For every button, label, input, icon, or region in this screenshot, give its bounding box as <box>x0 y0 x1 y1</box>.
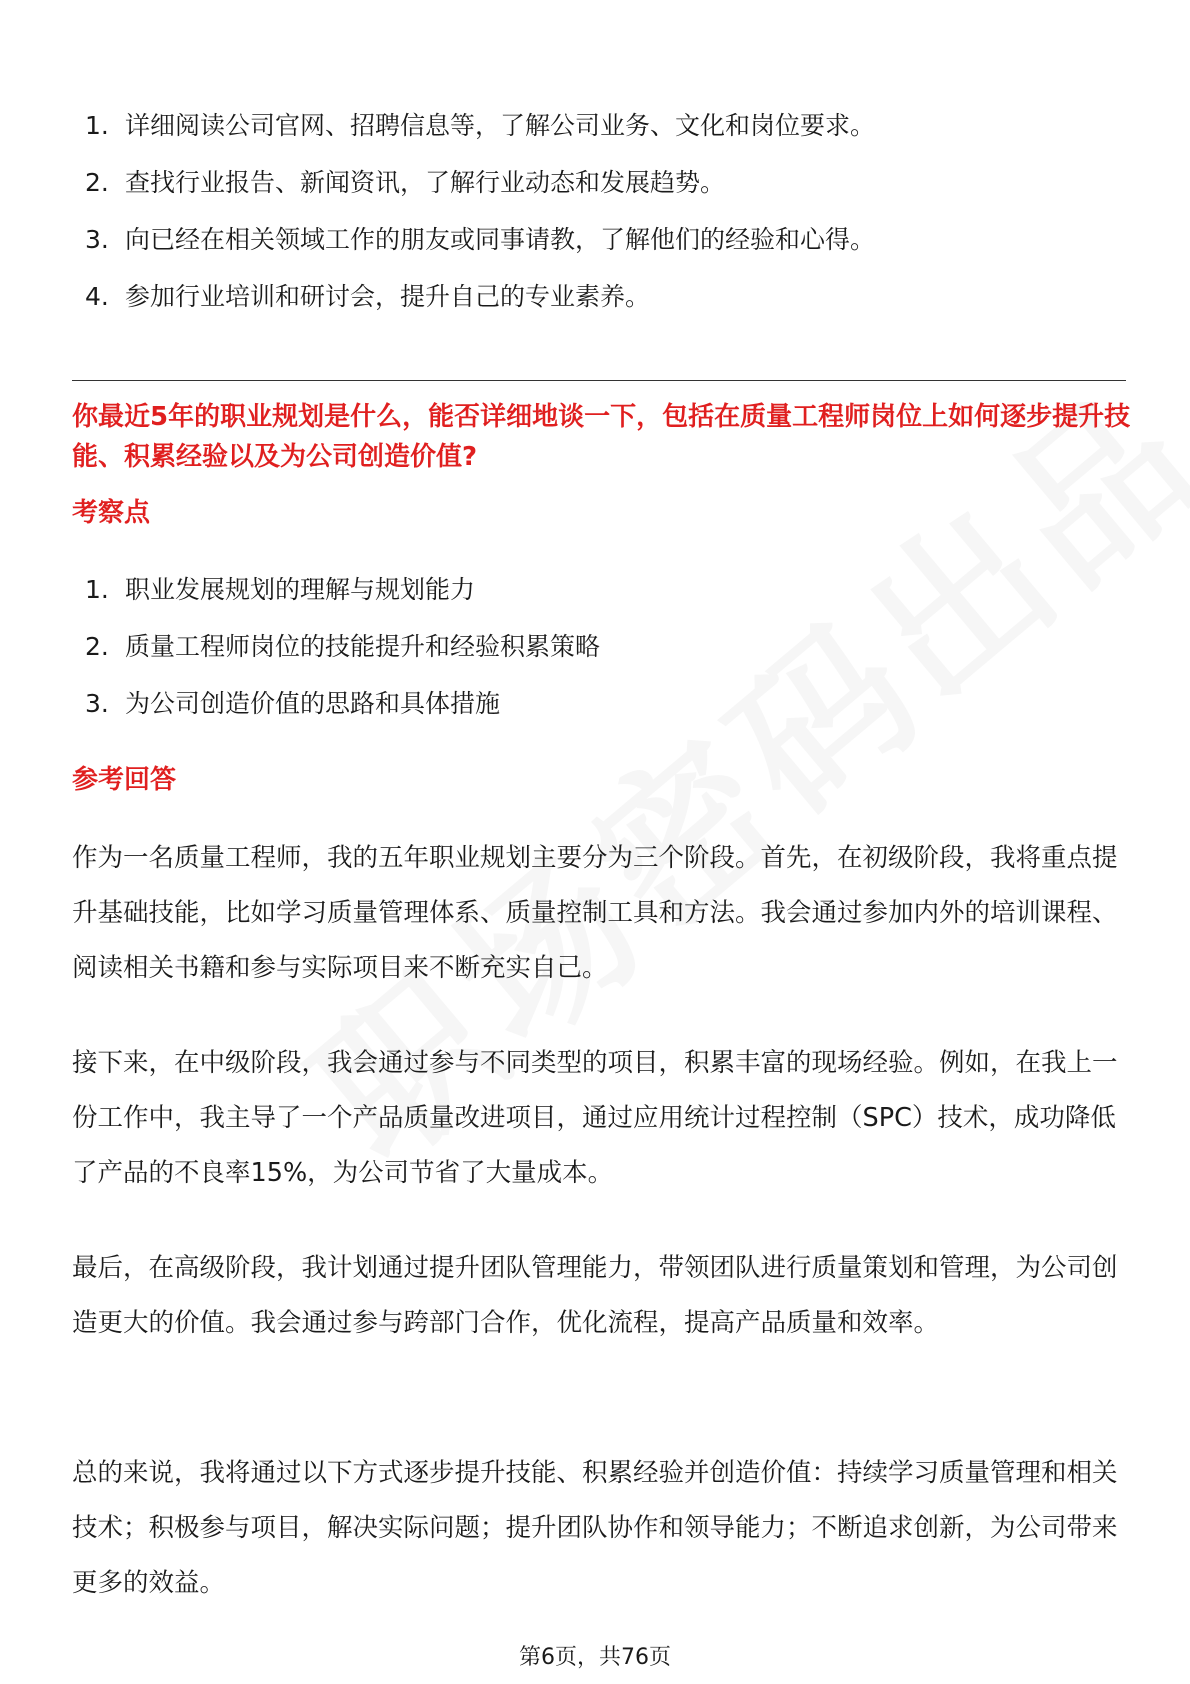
answer-paragraph: 最后，在高级阶段，我计划通过提升团队管理能力，带领团队进行质量策划和管理，为公司创造更大的价值。我会通过参与跨部门合作，优化流程，提高产品质量和效率。 <box>72 1253 1118 1338</box>
answer-paragraph: 总的来说，我将通过以下方式逐步提升技能、积累经验并创造价值：持续学习质量管理和相关技术；积极参与项目，解决实际问题；提升团队协作和领导能力；不断追求创新，为公司带来更多的效益。 <box>72 1458 1118 1598</box>
list-item: 4. 参加行业培训和研讨会，提升自己的专业素养。 <box>85 282 651 311</box>
list-item: 3. 为公司创造价值的思路和具体措施 <box>85 689 501 718</box>
list-item: 1. 职业发展规划的理解与规划能力 <box>85 575 476 604</box>
list-item: 1. 详细阅读公司官网、招聘信息等，了解公司业务、文化和岗位要求。 <box>85 111 876 140</box>
list-item: 2. 质量工程师岗位的技能提升和经验积累策略 <box>85 632 601 661</box>
section-divider <box>72 380 1126 381</box>
prep-list <box>85 97 1105 325</box>
answer-paragraph: 作为一名质量工程师，我的五年职业规划主要分为三个阶段。首先，在初级阶段，我将重点提升基础技能，比如学习质量管理体系、质量控制工具和方法。我会通过参加内外的培训课程、阅读相关书籍和参与实际项目来不断充实自己。 <box>72 843 1118 983</box>
list-item: 3. 向已经在相关领域工作的朋友或同事请教，了解他们的经验和心得。 <box>85 225 876 254</box>
answer-paragraph: 接下来，在中级阶段，我会通过参与不同类型的项目，积累丰富的现场经验。例如，在我上一份工作中，我主导了一个产品质量改进项目，通过应用统计过程控制（SPC）技术，成功降低了产品的不良率15%，为公司节省了大量成本。 <box>72 1048 1118 1188</box>
kaocha-heading: 考察点 <box>72 498 151 528</box>
kaocha-list <box>85 561 1105 732</box>
interview-question: 你最近5年的职业规划是什么，能否详细地谈一下，包括在质量工程师岗位上如何逐步提升技能、积累经验以及为公司创造价值? <box>72 402 1131 472</box>
answer-heading: 参考回答 <box>72 765 177 795</box>
page-footer: 第6页，共76页 <box>519 1645 671 1670</box>
list-item: 2. 查找行业报告、新闻资讯，了解行业动态和发展趋势。 <box>85 168 726 197</box>
